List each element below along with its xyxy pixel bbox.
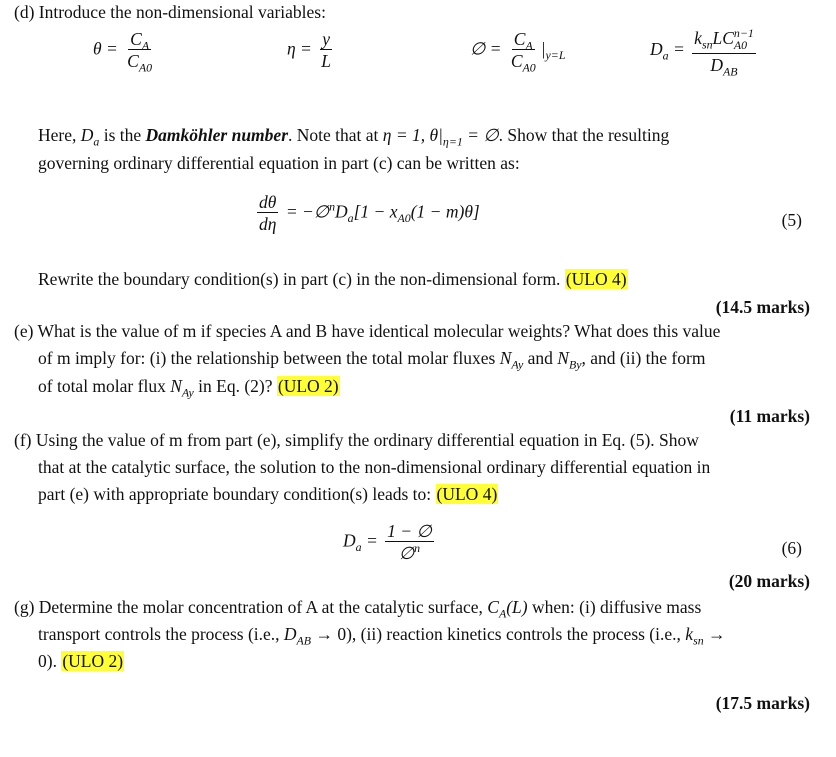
part-g-line-1: (g) Determine the molar concentration of A at the catalytic surface, $C_A(L)$ when: (i) diffusive mass <box>14 597 702 621</box>
var-eta-den: L <box>321 51 331 72</box>
var-phi-num: C <box>513 29 526 49</box>
var-da-den: D <box>710 54 724 75</box>
part-f-marks: (20 marks) <box>728 571 810 591</box>
var-da-fraction: $k_{sn}LC$ n−1 A0 $D_{AB}$ <box>694 26 754 79</box>
var-da: $D_a$ = $k_{sn}LC$ n−1 A0 $D_{AB}$ <box>650 26 754 79</box>
var-theta <box>93 29 157 75</box>
var-phi <box>470 29 566 75</box>
var-theta-den: C <box>127 51 139 72</box>
damkohler-term: Damköhler number <box>145 125 288 145</box>
equation-5: $\frac{d\theta}{d\eta}$ = $-\emptyset^nD_a[1 - x_{A0}(1 - m)\theta]$ <box>259 192 480 235</box>
part-e-line-3: of total molar flux $N_{Ay}$ in Eq. (2)? (ULO 2) <box>38 376 339 400</box>
var-theta-num: C <box>130 29 142 49</box>
var-phi-fraction: $\frac{C_A}{C_{A0}}$ <box>510 29 536 75</box>
here-math: η = 1, θ| <box>382 125 443 145</box>
ulo-badge: (ULO 2) <box>62 651 124 671</box>
here-da: D <box>80 125 94 145</box>
part-e-line-2: of m imply for: (i) the relationship between the total molar fluxes $N_{Ay}$ and $N_{By}$, and (ii) the form <box>38 348 706 372</box>
part-f-line-2: that at the catalytic surface, the solution to the non-dimensional ordinary differential equation in <box>38 457 711 477</box>
var-da-num: k <box>694 27 702 48</box>
part-d-marks: (14.5 marks) <box>715 297 810 317</box>
rewrite-line: Rewrite the boundary condition(s) in part (c) in the non-dimensional form. (ULO 4) <box>38 269 627 289</box>
eq5-fraction <box>257 193 278 234</box>
var-da-lhs: D <box>650 39 663 60</box>
ulo-badge: (ULO 4) <box>565 269 627 289</box>
var-phi-eval-sub: y=L <box>545 47 566 62</box>
eq6-number: (6) <box>781 538 802 558</box>
part-f-line-1: (f) Using the value of m from part (e), simplify the ordinary differential equation in Eq. (5). Show <box>14 430 699 450</box>
eq5-num: dθ <box>259 192 277 212</box>
var-theta-fraction: $\frac{C_A}{C_{A0}}$ <box>127 29 153 75</box>
part-e-marks: (11 marks) <box>729 406 810 426</box>
part-e-line-1: (e) What is the value of m if species A and B have identical molecular weights? What does this value <box>14 321 721 341</box>
eq6-num: 1 − ∅ <box>387 521 432 541</box>
var-phi-lhs: ∅ = <box>470 38 502 59</box>
var-da-eq: = <box>672 39 685 60</box>
part-g-line-2: transport controls the process (i.e., $D_{AB} \to 0$), (ii) reaction kinetics controls the process (i.e., $k_{sn}$ → <box>38 624 726 648</box>
var-theta-lhs: θ = <box>93 38 118 59</box>
eq6-fraction: $\frac{1 - \emptyset}{\emptyset^n}$ <box>387 521 432 564</box>
var-eta-fraction <box>319 30 333 71</box>
var-phi-den: C <box>510 51 523 72</box>
var-eta-lhs: η = <box>287 38 312 59</box>
eq6-den: ∅ <box>398 543 415 564</box>
ulo-badge: (ULO 4) <box>436 484 498 504</box>
part-g-marks: (17.5 marks) <box>715 693 810 713</box>
part-f-line-3: part (e) with appropriate boundary condition(s) leads to: (ULO 4) <box>38 484 498 504</box>
eq5-number: (5) <box>781 210 802 230</box>
var-phi-eval: | <box>540 38 546 59</box>
ulo-badge: (ULO 2) <box>277 376 339 396</box>
here-line-1: Here, $D_a$ is the Damköhler number. Note that at η = 1, $\theta|_{\eta=1}$ = ∅. Show that the resulting <box>38 125 670 149</box>
var-eta-num: y <box>322 29 330 49</box>
eq5-den: dη <box>259 214 277 235</box>
part-d-intro: (d) Introduce the non-dimensional variables: <box>14 2 326 22</box>
here-line-2: governing ordinary differential equation in part (c) can be written as: <box>38 153 520 173</box>
var-eta <box>287 30 336 71</box>
equation-6: $D_a$ = $\frac{1 - \emptyset}{\emptyset^n}$ <box>343 521 432 564</box>
part-g-line-3: 0). (ULO 2) <box>38 651 124 671</box>
